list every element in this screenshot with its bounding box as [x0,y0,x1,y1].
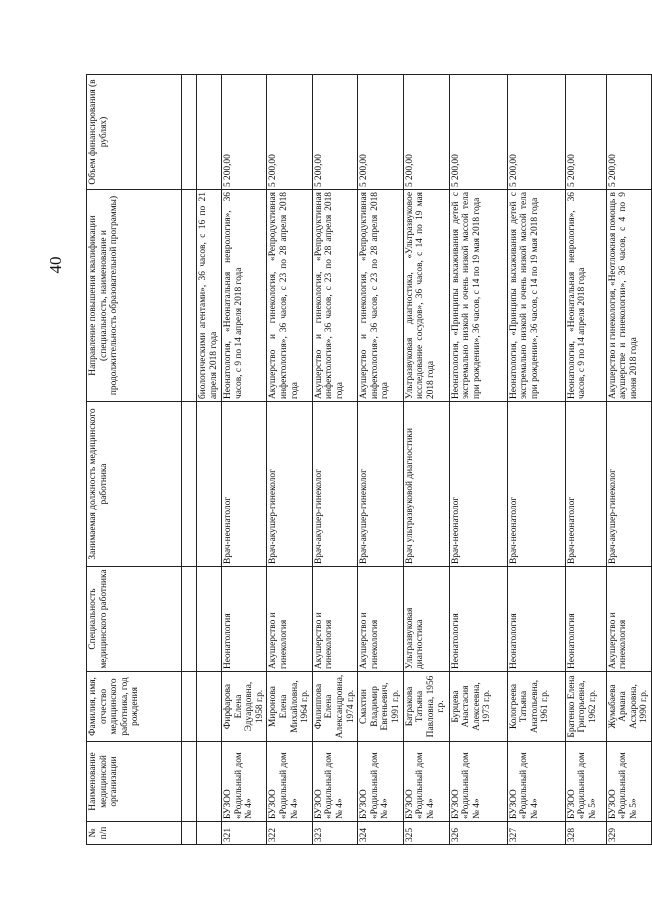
specialty: Акушерство и гинекология [358,567,403,672]
organization: БУЗОО «Родильный дом № 4» [222,742,267,822]
position: Врач ультразвуковой диагностики [403,402,449,567]
empty-cell [197,672,222,742]
organization: БУЗОО «Родильный дом № 4» [403,742,449,822]
specialty: Неонатология [565,567,606,672]
column-number-row [182,75,197,845]
specialty: Акушерство и гинекология [606,567,651,672]
empty-cell [197,567,222,672]
funding-amount: 5 200,00 [449,75,507,190]
empty-cell [197,402,222,567]
row-number: 327 [507,822,565,845]
organization: БУЗОО «Родильный дом № 4» [358,742,403,822]
column-number [182,402,197,567]
row-number: 322 [267,822,312,845]
funding-amount: 5 200,00 [267,75,312,190]
funding-amount: 5 200,00 [312,75,357,190]
course-description: Неонатология, «Неонатальная неврология», 36 часов, с 9 по 14 апреля 2018 года [222,190,267,402]
column-number [182,742,197,822]
row-number: 328 [565,822,606,845]
course-description: Акушерство и гинекология, «Неотложная помощь в акушерстве и гинекологии», 36 часов, с 4 по 9 июня 2018 года [606,190,651,402]
specialty: Акушерство и гинекология [312,567,357,672]
organization: БУЗОО «Родильный дом № 4» [449,742,507,822]
course-description: Акушерство и гинекология, «Репродуктивная инфектология», 36 часов, с 23 по 28 апреля 2018 года [358,190,403,402]
specialty: Ультразвуковая диагностика [403,567,449,672]
employee-name: Жумабаева Армана Асхаровна, 1990 г.р. [606,672,651,742]
funding-amount: 5 200,00 [606,75,651,190]
position: Врач-неонатолог [507,402,565,567]
position: Врач-акушер-гинеколог [312,402,357,567]
employee-name: Братенко Елена Григорьевна, 1962 г.р. [565,672,606,742]
specialty: Неонатология [507,567,565,672]
table-row [267,75,312,845]
table-row [507,75,565,845]
position: Врач-акушер-гинеколог [358,402,403,567]
row-number: 325 [403,822,449,845]
employee-name: Бурцева Анастасия Алексеевна, 1973 г.р. [449,672,507,742]
table-row [222,75,267,845]
position: Врач-акушер-гинеколог [267,402,312,567]
row-number: 323 [312,822,357,845]
funding-amount: 5 200,00 [565,75,606,190]
organization: БУЗОО «Родильный дом № 4» [507,742,565,822]
training-table [86,74,652,845]
funding-amount: 5 200,00 [358,75,403,190]
rotated-page [86,75,650,845]
column-number [182,567,197,672]
course-description: Акушерство и гинекология, «Репродуктивная инфектология», 36 часов, с 23 по 28 апреля 2018 года [267,190,312,402]
column-number [182,190,197,402]
table-row [358,75,403,845]
course-description: Акушерство и гинекология, «Репродуктивная инфектология», 36 часов, с 23 по 28 апреля 2018 года [312,190,357,402]
employee-name: Батракова Татьяна Павловна, 1956 г.р. [403,672,449,742]
employee-name: Фирфарова Елена Эдуардовна, 1958 г.р. [222,672,267,742]
funding-amount: 5 200,00 [507,75,565,190]
row-number: 329 [606,822,651,845]
row-number: 321 [222,822,267,845]
position: Врач-акушер-гинеколог [606,402,651,567]
specialty: Неонатология [222,567,267,672]
header-cell: Фамилия, имя, отчество медицинского работника, год рождения [87,672,182,742]
continuation-row [197,75,222,845]
organization: БУЗОО «Родильный дом № 4» [312,742,357,822]
header-row [87,75,182,845]
course-description: Неонатология, «Принципы выхаживания детей с экстремально низкой и очень низкой массой тела при рождении», 36 часов, с 14 по 19 мая 2018 года [449,190,507,402]
header-cell: Специальность медицинского работника [87,567,182,672]
organization: БУЗОО «Родильный дом № 4» [267,742,312,822]
employee-name: Филиппова Елена Александровна, 1974 г.р. [312,672,357,742]
position: Врач-неонатолог [449,402,507,567]
employee-name: Смахтин Владимир Евгеньевич, 1991 г.р. [358,672,403,742]
specialty: Неонатология [449,567,507,672]
table-row [449,75,507,845]
funding-amount: 5 200,00 [222,75,267,190]
header-cell: № п/п [87,822,182,845]
column-number [182,75,197,190]
continuation-text: биологическими агентами», 36 часов, с 16 по 21 апреля 2018 года [197,190,222,402]
empty-cell [197,75,222,190]
employee-name: Кологреева Татьяна Анатольевна, 1961 г.р. [507,672,565,742]
page-number: 40 [46,256,65,274]
position: Врач-неонатолог [222,402,267,567]
funding-amount: 5 200,00 [403,75,449,190]
course-description: Неонатология, «Принципы выхаживания детей с экстремально низкой и очень низкой массой тела при рождении», 36 часов, с 14 по 19 мая 2018 года [507,190,565,402]
header-cell: Наименование медицинской организации [87,742,182,822]
organization: БУЗОО «Родильный дом № 5» [606,742,651,822]
course-description: Ультразвуковая диагностика, «Ультразвуковое исследование сосудов», 36 часов, с 14 по 19 мая 2018 года [403,190,449,402]
table-row [403,75,449,845]
header-cell: Направление повышения квалификации (специальность, наименование и продолжительность образовательной программы) [87,190,182,402]
course-description: Неонатология, «Неонатальная неврология», 36 часов, с 9 по 14 апреля 2018 года [565,190,606,402]
table-row [606,75,651,845]
header-cell: Объем финансирования (в рублях) [87,75,182,190]
table-row [565,75,606,845]
specialty: Акушерство и гинекология [267,567,312,672]
header-cell: Занимаемая должность медицинского работника [87,402,182,567]
empty-cell [197,742,222,822]
employee-name: Миронова Елена Михайловна, 1964 г.р. [267,672,312,742]
column-number [182,672,197,742]
table-row [312,75,357,845]
row-number: 326 [449,822,507,845]
position: Врач-неонатолог [565,402,606,567]
column-number [182,822,197,845]
empty-cell [197,822,222,845]
row-number: 324 [358,822,403,845]
organization: БУЗОО «Родильный дом № 5» [565,742,606,822]
